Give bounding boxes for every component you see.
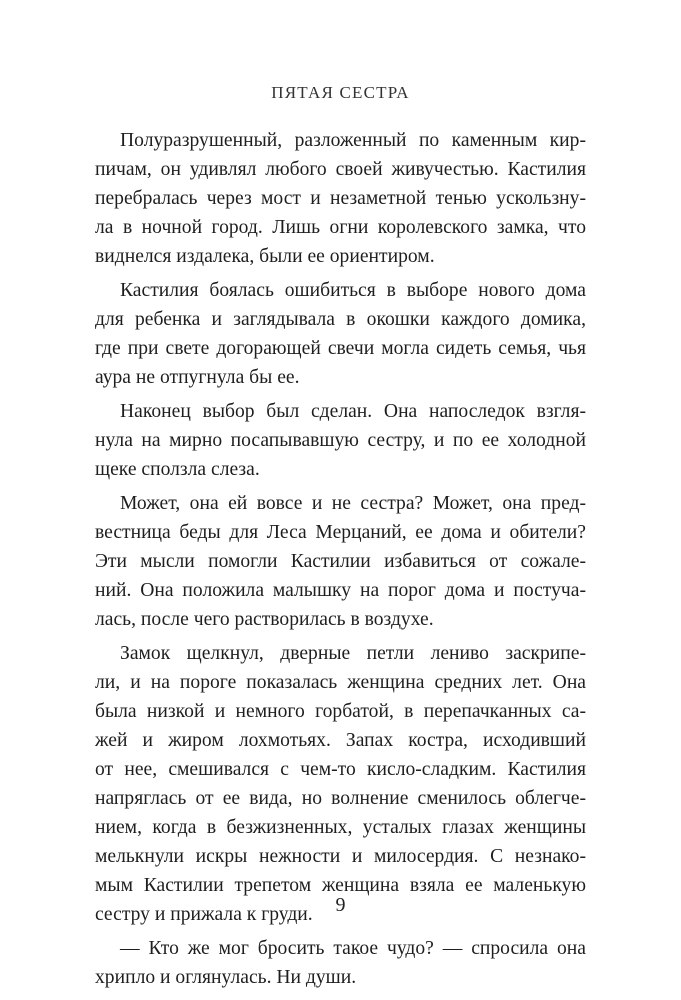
text-line: Полуразрушенный, разложенный по каменным кир-: [120, 130, 586, 151]
paragraph-2: [95, 276, 586, 392]
text-line: лась, после чего растворилась в воздухе.: [95, 609, 434, 630]
text-line: напряглась от ее вида, но волнение сменилось облегче-: [95, 788, 586, 809]
text-line: мелькнули искры нежности и милосердия. С незнако-: [95, 846, 586, 867]
running-title: ПЯТАЯ СЕСТРА: [271, 83, 410, 102]
text-line: — Кто же мог бросить такое чудо? — спросила она: [120, 938, 586, 959]
text-line: виднелся издалека, были ее ориентиром.: [95, 246, 435, 267]
text-line: перебралась через мост и незаметной тенью ускользну-: [95, 188, 586, 209]
text-line: щеке сползла слеза.: [95, 459, 260, 480]
paragraph-5: [95, 639, 586, 929]
text-line: для ребенка и заглядывала в окошки каждого домика,: [95, 309, 586, 330]
text-line: Может, она ей вовсе и не сестра? Может, она пред-: [120, 493, 586, 514]
paragraph-3: [95, 397, 586, 484]
page-number: 9: [335, 894, 346, 916]
text-line: от нее, смешивался с чем-то кисло-сладким. Кастилия: [95, 759, 586, 780]
body-text: [95, 126, 586, 997]
text-line: Кастилия боялась ошибиться в выборе нового дома: [120, 280, 586, 301]
text-line: Замок щелкнул, дверные петли лениво заскрипе-: [120, 643, 586, 664]
text-line: где при свете догорающей свечи могла сидеть семья, чья: [95, 338, 586, 359]
text-line: Эти мысли помогли Кастилии избавиться от сожале-: [95, 551, 586, 572]
paragraph-4: [95, 489, 586, 634]
text-line: пичам, он удивлял любого своей живучестью. Кастилия: [95, 159, 586, 180]
text-line: нием, когда в безжизненных, усталых глазах женщины: [95, 817, 586, 838]
text-line: была низкой и немного горбатой, в перепачканных са-: [95, 701, 586, 722]
text-line: ли, и на пороге показалась женщина средних лет. Она: [95, 672, 586, 693]
text-line: нула на мирно посапывавшую сестру, и по ее холодной: [95, 430, 586, 451]
text-line: сестру и прижала к груди.: [95, 904, 313, 925]
text-line: мым Кастилии трепетом женщина взяла ее маленькую: [95, 875, 586, 896]
text-line: жей и жиром лохмотьях. Запах костра, исходивший: [95, 730, 586, 751]
text-line: ний. Она положила малышку на порог дома и постуча-: [95, 580, 586, 601]
paragraph-1: [95, 126, 586, 271]
paragraph-6: [95, 934, 586, 992]
text-line: вестница беды для Леса Мерцаний, ее дома и обители?: [95, 522, 586, 543]
text-line: ла в ночной город. Лишь огни королевского замка, что: [95, 217, 586, 238]
text-line: аура не отпугнула бы ее.: [95, 367, 300, 388]
text-line: хрипло и оглянулась. Ни души.: [95, 967, 357, 988]
text-line: Наконец выбор был сделан. Она напоследок взгля-: [120, 401, 586, 422]
